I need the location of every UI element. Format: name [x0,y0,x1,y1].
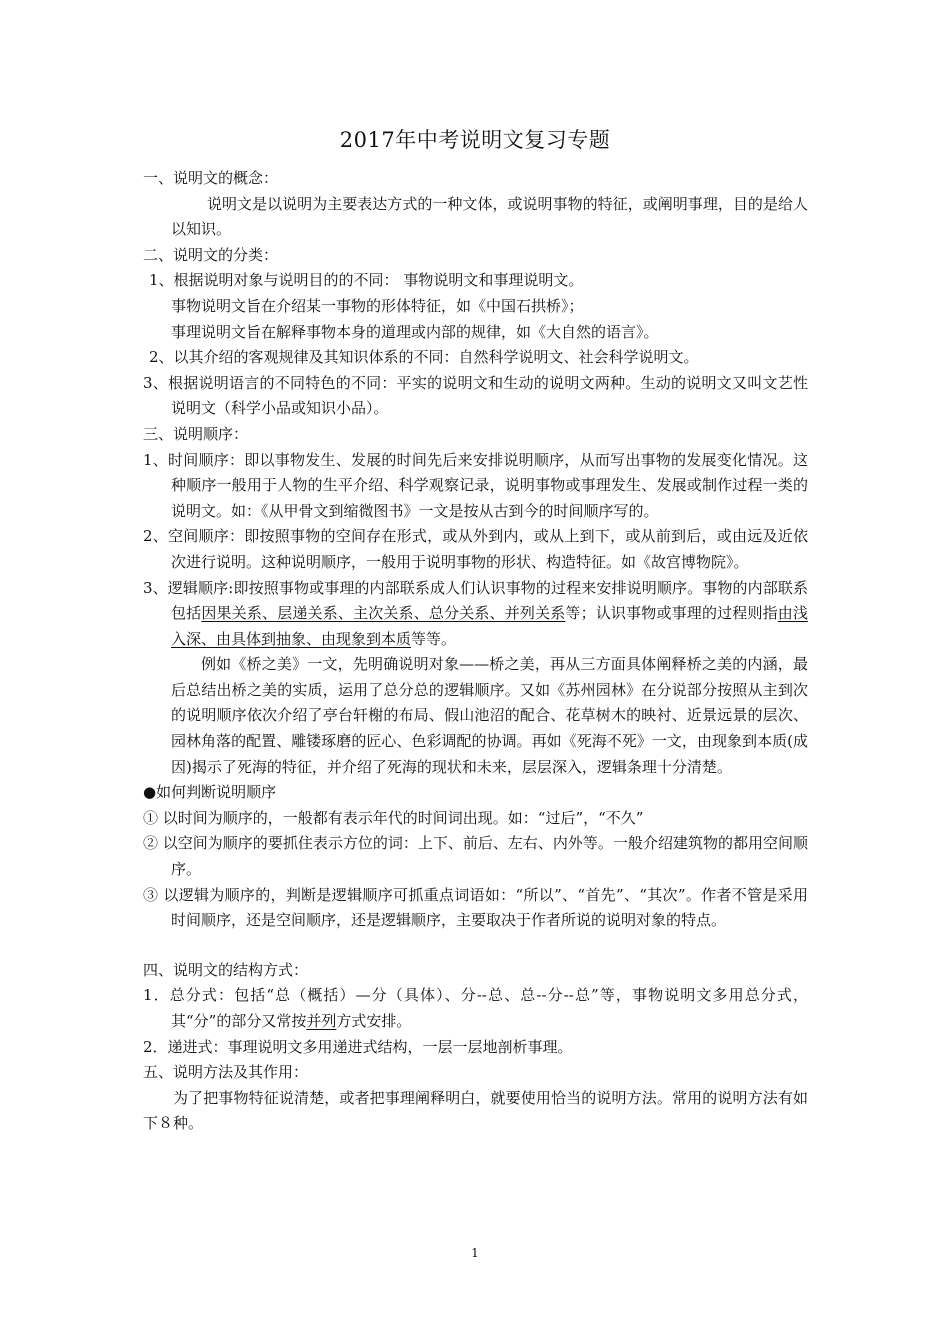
section-5-paragraph: 为了把事物特征说清楚，或者把事理阐释明白，就要使用恰当的说明方法。常用的说明方法有如下８种。 [143,1088,808,1133]
classification-item-1: 1、根据说明对象与说明目的的不同： 事物说明文和事理说明文。 [149,271,584,290]
section-1-heading: 一、说明文的概念： [143,169,279,187]
logic-underline-process: 由浅入深、由具体到抽象、由现象到本质 [171,604,808,648]
logic-text-c: 等等。 [411,629,457,648]
logic-text-a: 3、逻辑顺序:即按照事物或事理的内部联系成人们认识事物的过程来安排说明顺序。事物的内部联系包括 [143,578,808,623]
section-3-heading: 三、说明顺序： [143,424,249,443]
structure-text-a: 1．总分式：包括“总（概括）—分（具体）、分--总、总--分--总”等，事物说明文多用总分式，其“分”的部分又常按 [143,986,808,1030]
logic-underline-relations: 因果关系、层递关系、主次关系、总分关系、并列关系 [201,604,566,623]
section-5-heading: 五、说明方法及其作用： [143,1063,309,1082]
structure-item-1 [143,983,808,1034]
order-item-logic [143,576,808,653]
classification-item-2: 2、以其介绍的客观规律及其知识体系的不同：自然科学说明文、社会科学说明文。 [149,348,699,367]
order-item-space: 2、空间顺序：即按照事物的空间存在形式，或从外到内，或从上到下，或从前到后，或由远及近依次进行说明。这种说明顺序，一般用于说明事物的形状、构造特征。如《故宫博物院》。 [143,527,808,571]
classification-item-3: 3、根据说明语言的不同特色的不同：平实的说明文和生动的说明文两种。生动的说明文又叫文艺性说明文（科学小品或知识小品）。 [143,373,808,418]
structure-underline-parallel: 并列 [306,1012,337,1030]
logic-text-b: 等；认识事物或事理的过程则指 [565,604,778,623]
section-1-paragraph: 说明文是以说明为主要表达方式的一种文体，或说明事物的特征，或阐明事理，目的是给人以知识。 [171,194,808,239]
section-4-heading: 四、说明文的结构方式： [143,960,309,979]
judge-item-3: ③ 以逻辑为顺序的，判断是逻辑顺序可抓重点词语如：“所以”、“首先”、“其次”。作者不管是采用时间顺序，还是空间顺序，还是逻辑顺序，主要取决于作者所说的说明对象的特点。 [143,885,808,930]
logic-example-paragraph: 例如《桥之美》一文，先明确说明对象——桥之美，再从三方面具体阐释桥之美的内涵，最后总结出桥之美的实质，运用了总分总的逻辑顺序。又如《苏州园林》在分说部分按照从主到次的说明顺序依次介绍了亭台轩榭的布局、假山池沼的配合、花草树木的映衬、近景远景的层次、园林角落的配置、雕镂琢磨的匠心、色彩调配的协调。再如《死海不死》一文，由现象到本质(成因)揭示了死海的特征，并介绍了死海的现状和未来，层层深入，逻辑条理十分清楚。 [171,655,808,776]
classification-item-1b: 事理说明文旨在解释事物本身的道理或内部的规律，如《大自然的语言》。 [171,322,659,341]
judge-heading: ●如何判断说明顺序 [143,783,277,802]
page-number: 1 [471,1246,479,1260]
structure-item-2: 2．递进式：事理说明文多用递进式结构，一层一层地剖析事理。 [143,1037,573,1056]
judge-item-1: ① 以时间为顺序的，一般都有表示年代的时间词出现。如：“过后”，“不久” [143,808,644,827]
spacer [143,934,808,958]
classification-item-1a: 事物说明文旨在介绍某一事物的形体特征，如《中国石拱桥》； [171,296,584,315]
structure-text-b: 方式安排。 [336,1012,412,1030]
judge-item-2: ② 以空间为顺序的要抓住表示方位的词：上下、前后、左右、内外等。一般介绍建筑物的都用空间顺序。 [143,834,808,879]
order-item-time: 1、时间顺序：即以事物发生、发展的时间先后来安排说明顺序，从而写出事物的发展变化情况。这种顺序一般用于人物的生平介绍、科学观察记录，说明事物或事理发生、发展或制作过程一类的说明文。如：《从甲骨文到缩微图书》一文是按从古到今的时间顺序写的。 [143,450,808,520]
document-body [143,166,808,1137]
section-2-heading: 二、说明文的分类： [143,245,279,264]
page-title: 2017年中考说明文复习专题 [339,128,611,152]
